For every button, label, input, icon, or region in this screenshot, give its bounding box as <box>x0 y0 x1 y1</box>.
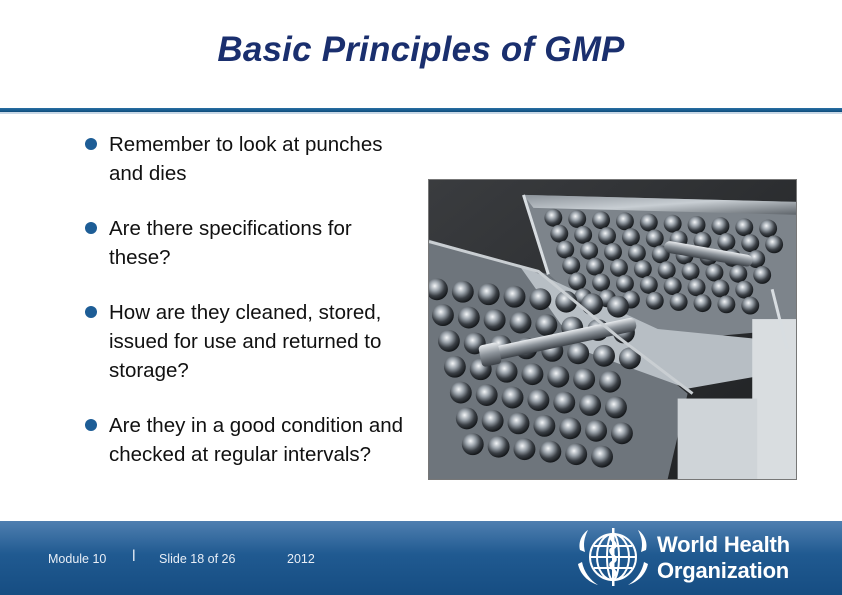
bullet-text: Are there specifications for these? <box>109 217 352 269</box>
punch-head <box>616 212 634 230</box>
punch-head <box>711 280 729 298</box>
punch-head <box>634 260 652 278</box>
punch-head <box>717 295 735 313</box>
punch-head <box>504 286 526 308</box>
punch-head <box>741 297 759 315</box>
punch-head <box>658 261 676 279</box>
punch-head <box>456 407 478 429</box>
punch-head <box>581 293 603 315</box>
punch-head <box>591 446 613 468</box>
punch-head <box>533 415 555 437</box>
punch-head <box>444 356 466 378</box>
punch-head <box>556 241 574 259</box>
punch-head <box>628 244 646 262</box>
who-wordmark <box>657 532 790 584</box>
org-name-line2: Organization <box>657 558 790 583</box>
punch-head <box>559 417 581 439</box>
punch-head <box>544 209 562 227</box>
punch-head <box>529 288 551 310</box>
punch-head <box>580 242 598 260</box>
punch-head <box>598 227 616 245</box>
punch-head <box>550 225 568 243</box>
punch-head <box>484 309 506 331</box>
punch-head <box>735 218 753 236</box>
punch-head <box>694 294 712 312</box>
punch-head <box>610 259 628 277</box>
punch-head <box>496 361 518 383</box>
punch-head <box>741 234 759 252</box>
punches-dies-photo <box>428 179 797 480</box>
punch-head <box>452 281 474 303</box>
bullet-item <box>84 130 414 188</box>
punch-head <box>646 292 664 310</box>
punch-head <box>640 276 658 294</box>
bullet-dot-icon <box>85 419 97 431</box>
punch-head <box>562 256 580 274</box>
punch-head <box>438 330 460 352</box>
who-emblem-icon <box>572 524 654 590</box>
punch-head <box>539 441 561 463</box>
punch-head <box>476 384 498 406</box>
punch-head <box>478 283 500 305</box>
bullet-list <box>84 130 414 495</box>
punch-head <box>616 275 634 293</box>
slide-title: Basic Principles of GMP <box>217 30 625 69</box>
punch-head <box>688 278 706 296</box>
org-name-line1: World Health <box>657 532 790 557</box>
punch-head <box>508 412 530 434</box>
punch-head <box>611 422 633 444</box>
punch-head <box>717 233 735 251</box>
punch-head <box>593 345 615 367</box>
footer-year: 2012 <box>287 552 315 566</box>
punch-head <box>592 211 610 229</box>
punch-head <box>458 307 480 329</box>
punch-head <box>688 216 706 234</box>
punch-head <box>604 243 622 261</box>
punch-head <box>670 293 688 311</box>
punch-head <box>579 394 601 416</box>
punch-head <box>573 368 595 390</box>
punch-head <box>765 235 783 253</box>
punch-head <box>547 366 569 388</box>
punch-head <box>568 272 586 290</box>
punch-head <box>711 217 729 235</box>
punch-head <box>482 410 504 432</box>
punch-head <box>585 420 607 442</box>
punch-head <box>729 265 747 283</box>
punch-head <box>574 226 592 244</box>
slide-counter: Slide 18 of 26 <box>159 552 236 566</box>
bullet-dot-icon <box>85 222 97 234</box>
punch-head <box>567 342 589 364</box>
punch-head <box>682 262 700 280</box>
punch-head <box>664 277 682 295</box>
bullet-item <box>84 214 414 272</box>
bullet-dot-icon <box>85 138 97 150</box>
punch-head <box>605 397 627 419</box>
punch-head <box>735 281 753 299</box>
title-divider-shadow <box>0 112 842 114</box>
bullet-item <box>84 298 414 385</box>
punch-head <box>535 314 557 336</box>
punch-head <box>592 274 610 292</box>
punch-head <box>607 296 629 318</box>
footer-separator: l <box>132 548 136 565</box>
punch-head <box>568 210 586 228</box>
punch-head <box>753 266 771 284</box>
bullet-text: Are they in a good condition and checked at regular intervals? <box>109 414 404 466</box>
punch-head <box>759 220 777 238</box>
module-label: Module 10 <box>48 552 107 566</box>
punch-head <box>488 436 510 458</box>
punch-head <box>521 363 543 385</box>
punch-head <box>527 389 549 411</box>
punch-head <box>510 312 532 334</box>
punch-head <box>599 371 621 393</box>
punch-head <box>705 264 723 282</box>
punch-head <box>622 228 640 246</box>
bullet-text: How are they cleaned, stored, issued for use and returned to storage? <box>109 301 382 382</box>
punch-head <box>450 382 472 404</box>
punch-head <box>502 387 524 409</box>
punch-head <box>664 215 682 233</box>
punch-head <box>586 258 604 276</box>
punch-head <box>514 438 536 460</box>
punch-head <box>553 392 575 414</box>
punch-head <box>646 229 664 247</box>
bullet-dot-icon <box>85 306 97 318</box>
punch-head <box>565 443 587 465</box>
punch-head <box>432 304 454 326</box>
bullet-text: Remember to look at punches and dies <box>109 133 383 185</box>
bullet-item <box>84 411 414 469</box>
photo-icon <box>429 180 796 479</box>
punch-head <box>462 433 484 455</box>
punch-head <box>640 214 658 232</box>
